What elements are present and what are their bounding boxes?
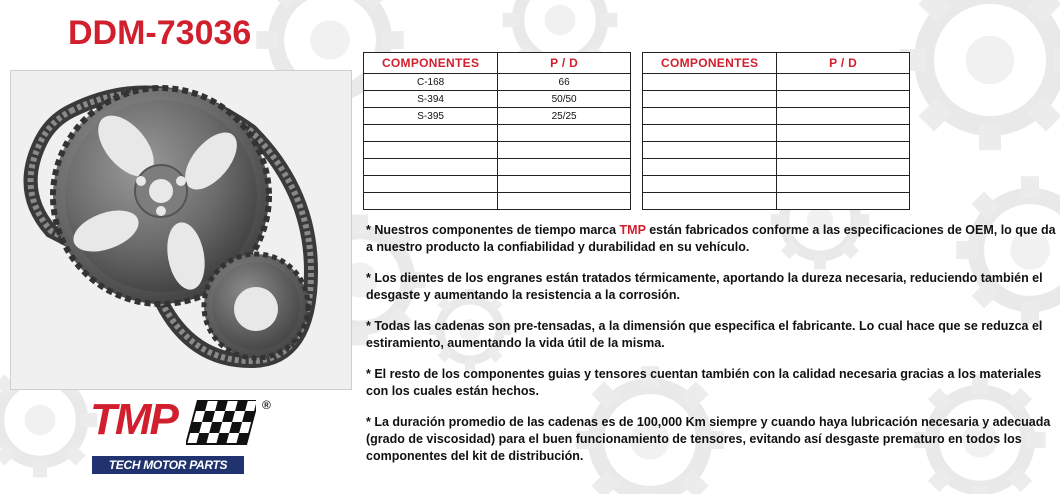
product-code-title: DDM-73036 [68,14,252,52]
cell-pd [498,176,631,193]
cell-component [364,125,498,142]
table-row [643,108,910,125]
product-description [366,222,1056,479]
cell-component [643,125,777,142]
timing-chain-kit-photo [10,70,352,390]
cell-pd [498,159,631,176]
cell-component [364,193,498,210]
cell-pd [777,142,910,159]
paragraph-text: * Nuestros componentes de tiempo marca [366,223,620,237]
table-row [643,74,910,91]
table-row [364,125,631,142]
cell-pd [777,108,910,125]
logo-text: TMP [90,395,177,444]
table-row [643,142,910,159]
table-header-row [364,53,631,74]
header-componentes: COMPONENTES [643,53,777,74]
cell-pd [777,74,910,91]
cell-pd [777,125,910,142]
table-row [364,176,631,193]
table-row [364,74,631,91]
cell-component [643,142,777,159]
table-row [643,193,910,210]
cell-component [643,159,777,176]
header-pd: P / D [777,53,910,74]
table-row [643,159,910,176]
registered-mark: ® [262,398,271,412]
cell-pd: 25/25 [498,108,631,125]
cell-pd [498,193,631,210]
cell-component [643,193,777,210]
table-row [364,108,631,125]
cell-component [643,91,777,108]
description-paragraph: * La duración promedio de las cadenas es de 100,000 Km siempre y cuando haya lubricación necesaria y adecuada (grado de viscosidad) para el buen funcionamiento de tensores, evitando así desgaste prematuro en todos los componentes del kit de distribución. [366,415,1051,463]
table-row [643,91,910,108]
table-row [643,125,910,142]
cell-pd: 50/50 [498,91,631,108]
cell-component [364,142,498,159]
logo-subtitle: TECH MOTOR PARTS [92,456,244,474]
cell-component: S-394 [364,91,498,108]
cell-pd [777,91,910,108]
table-row [364,91,631,108]
header-pd: P / D [498,53,631,74]
description-paragraph: * El resto de los componentes guias y tensores cuentan también con la calidad necesaria gracias a los materiales con los cuales están hechos. [366,367,1042,398]
table-header-row [643,53,910,74]
cell-pd [777,176,910,193]
description-paragraph: * Todas las cadenas son pre-tensadas, a la dimensión que especifica el fabricante. Lo cual hace que se reduzca el estiramiento, aumentando la vida útil de la misma. [366,319,1043,350]
cell-pd [498,125,631,142]
checkered-flag-icon [186,400,256,448]
table-row [643,176,910,193]
header-componentes: COMPONENTES [364,53,498,74]
cell-component [643,176,777,193]
timing-chain-illustration [11,71,351,389]
cell-pd: 66 [498,74,631,91]
cell-pd [777,193,910,210]
paragraph-text: están fabricados conforme a las especificaciones de OEM, lo que da a nuestro producto la confiabilidad y durabilidad en su vehículo. [366,223,1056,254]
description-paragraph [366,222,1056,256]
tmp-logo [90,395,290,480]
cell-component [364,159,498,176]
cell-pd [777,159,910,176]
cell-pd [498,142,631,159]
description-paragraph: * Los dientes de los engranes están tratados térmicamente, aportando la dureza necesaria, reduciendo también el desgaste y aumentando la resistencia a la corrosión. [366,271,1043,302]
table-row [364,193,631,210]
cell-component: S-395 [364,108,498,125]
components-table-left [363,52,631,210]
cell-component [364,176,498,193]
cell-component [643,108,777,125]
components-table-right [642,52,910,210]
brand-name: TMP [619,223,646,237]
table-row [364,159,631,176]
table-row [364,142,631,159]
cell-component: C-168 [364,74,498,91]
cell-component [643,74,777,91]
